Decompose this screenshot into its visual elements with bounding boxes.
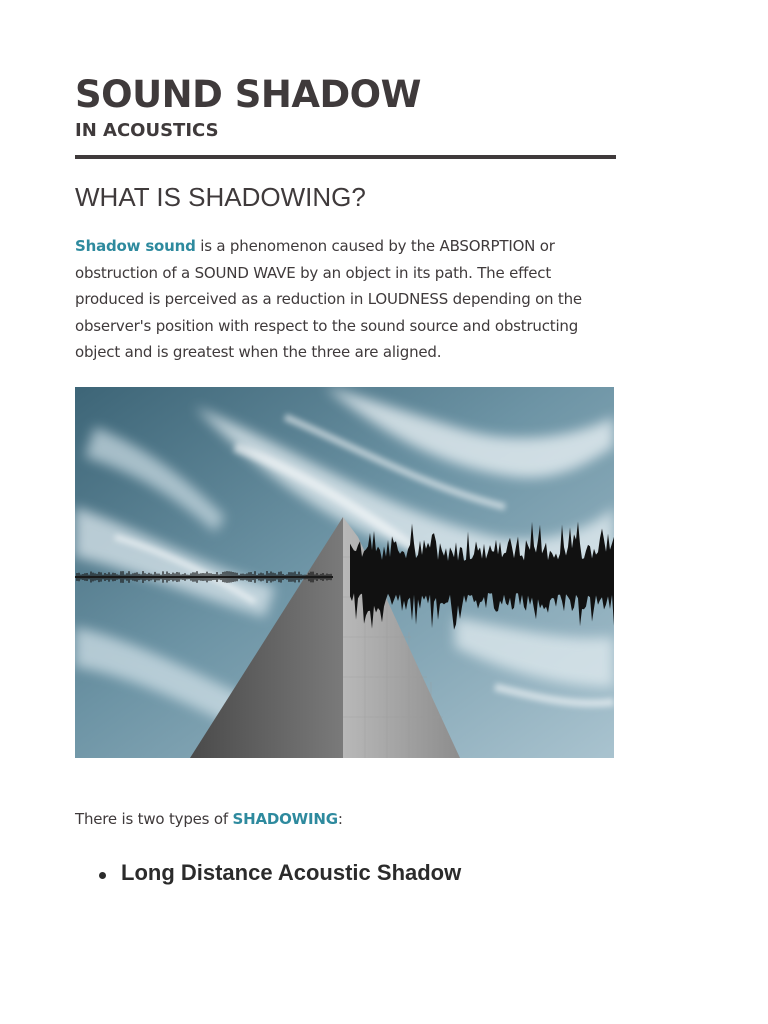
intro-paragraph [75, 233, 620, 366]
title-divider [75, 155, 616, 159]
section-heading: WHAT IS SHADOWING? [75, 182, 366, 212]
list-item [97, 860, 461, 886]
illustration-svg [75, 387, 614, 758]
term-shadowing: SHADOWING [232, 810, 338, 828]
bullet-icon [99, 872, 106, 879]
paragraph-body: is a phenomenon caused by the ABSORPTION or obstruction of a SOUND WAVE by an object in its path. The effect produced is perceived as a reduction in LOUDNESS depending on the observer's position with respect to the sound source and obstructing object and is greatest when the three are aligned. [75, 237, 582, 361]
types-prefix: There is two types of [75, 810, 233, 828]
types-sentence [75, 810, 343, 828]
pyramid-sound-wave-illustration [75, 387, 614, 758]
page-subtitle: IN ACOUSTICS [75, 120, 219, 141]
shadowing-types-list [97, 860, 461, 886]
page-title: SOUND SHADOW [75, 73, 421, 116]
list-item-text: Long Distance Acoustic Shadow [121, 860, 462, 885]
types-suffix: : [337, 810, 343, 828]
term-shadow-sound: Shadow sound [75, 237, 196, 255]
